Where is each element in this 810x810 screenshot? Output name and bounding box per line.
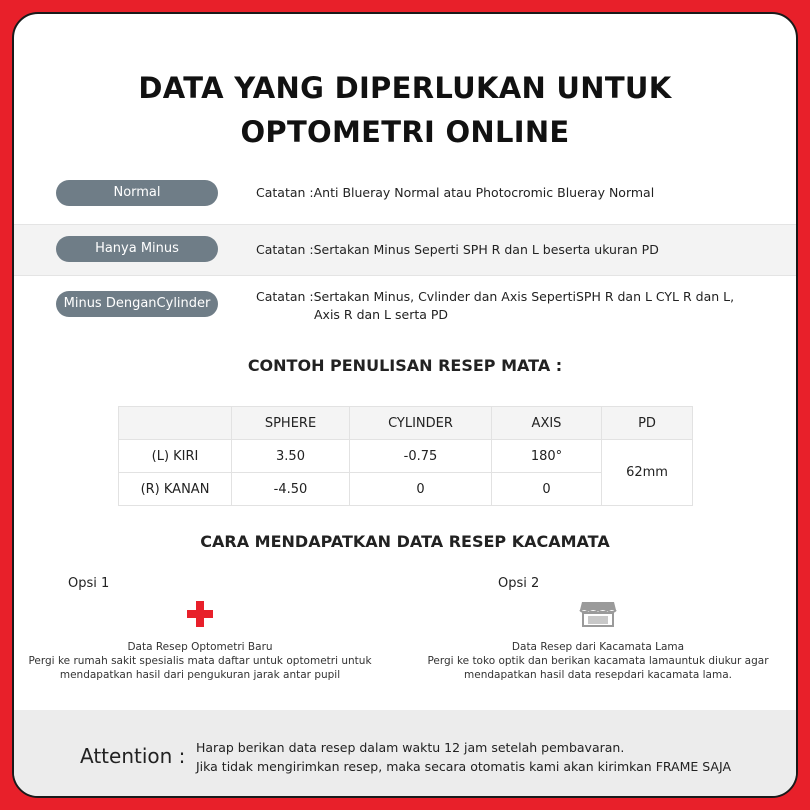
note-minus-cylinder-1: Catatan :Sertakan Minus, Cvlinder dan Axis SepertiSPH R dan L CYL R dan L, [256, 289, 735, 304]
option-2-line-1: Pergi ke toko optik dan berikan kacamata lamauntuk diukur agar [427, 655, 769, 667]
page-title [14, 66, 796, 154]
option-1-title: Data Resep Optometri Baru [127, 641, 273, 653]
header-blank [119, 407, 232, 440]
header-cylinder: CYLINDER [350, 407, 492, 440]
storefront-icon [579, 600, 617, 628]
pill-minus-cylinder: Minus DenganCylinder [56, 291, 218, 317]
example-heading-text: CONTOH PENULISAN RESEP MATA : [247, 356, 563, 375]
pill-hanya-minus: Hanya Minus [56, 236, 218, 262]
option-2-title: Data Resep dari Kacamata Lama [511, 641, 685, 653]
row-eye-kanan: (R) KANAN [119, 473, 232, 506]
red-cross-icon [186, 600, 214, 628]
cell-axis-kanan: 0 [492, 473, 602, 506]
option-1-line-1: Pergi ke rumah sakit spesialis mata daftar untuk optometri untuk [28, 655, 372, 667]
example-heading [14, 356, 796, 375]
title-line-1: DATA YANG DIPERLUKAN UNTUK [138, 71, 672, 105]
note-normal: Catatan :Anti Blueray Normal atau Photocromic Blueray Normal [256, 185, 655, 200]
note-minus-cylinder-2: Axis R dan L serta PD [314, 307, 449, 322]
note-hanya-minus: Catatan :Sertakan Minus Seperti SPH R dan L beserta ukuran PD [256, 242, 659, 257]
option-2-label: Opsi 2 [498, 576, 540, 591]
info-card [12, 12, 798, 798]
option-1-description [20, 640, 380, 682]
cell-cylinder-kiri: -0.75 [350, 440, 492, 473]
row-eye-kiri: (L) KIRI [119, 440, 232, 473]
option-2-description [418, 640, 778, 682]
attention-label: Attention : [80, 744, 186, 768]
cell-sphere-kanan: -4.50 [232, 473, 350, 506]
howto-heading-text: CARA MENDAPATKAN DATA RESEP KACAMATA [200, 532, 610, 551]
howto-heading [14, 532, 796, 551]
cell-sphere-kiri: 3.50 [232, 440, 350, 473]
cell-axis-kiri: 180° [492, 440, 602, 473]
title-line-2: OPTOMETRI ONLINE [240, 115, 570, 149]
option-1-line-2: mendapatkan hasil dari pengukuran jarak antar pupil [59, 669, 341, 681]
option-2-line-2: mendapatkan hasil data resepdari kacamata lama. [464, 669, 732, 681]
header-sphere: SPHERE [232, 407, 350, 440]
prescription-table [118, 406, 693, 506]
option-1-label: Opsi 1 [68, 576, 110, 591]
attention-line-2: Jika tidak mengirimkan resep, maka secara otomatis kami akan kirimkan FRAME SAJA [196, 759, 732, 774]
header-pd: PD [602, 407, 693, 440]
pill-normal: Normal [56, 180, 218, 206]
header-axis: AXIS [492, 407, 602, 440]
cell-pd: 62mm [602, 440, 693, 506]
attention-text [196, 738, 731, 776]
attention-line-1: Harap berikan data resep dalam waktu 12 jam setelah pembavaran. [196, 740, 625, 755]
cell-cylinder-kanan: 0 [350, 473, 492, 506]
